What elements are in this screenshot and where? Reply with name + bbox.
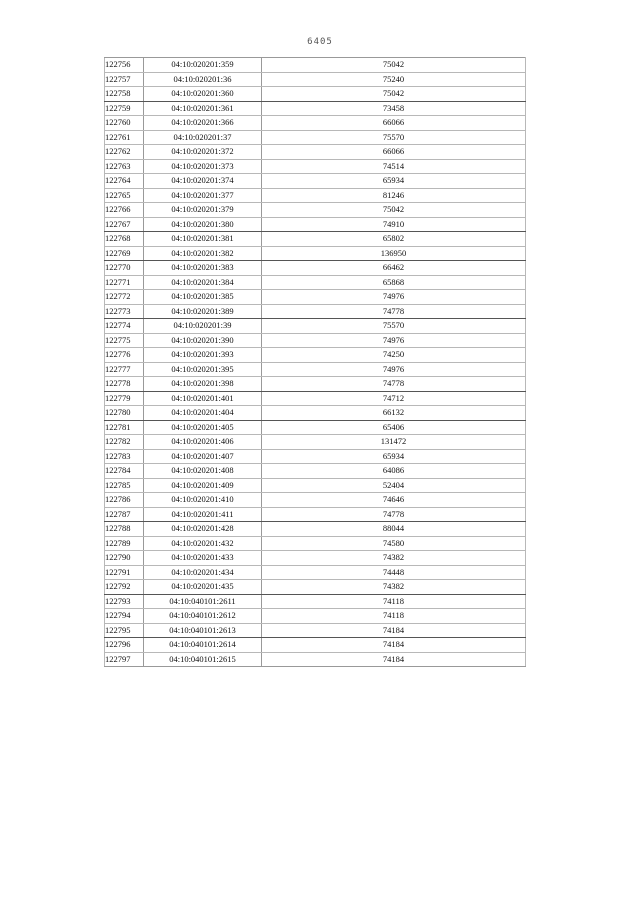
row-id-cell: 122771 — [105, 275, 144, 290]
value-cell: 74118 — [262, 609, 526, 624]
row-id-cell: 122786 — [105, 493, 144, 508]
row-id-cell: 122763 — [105, 159, 144, 174]
table-body — [105, 58, 526, 667]
cadastral-number-cell: 04:10:020201:382 — [144, 246, 262, 261]
cadastral-number-cell: 04:10:020201:381 — [144, 232, 262, 247]
cadastral-number-cell: 04:10:020201:389 — [144, 304, 262, 319]
cadastral-number-cell: 04:10:020201:434 — [144, 565, 262, 580]
row-id-cell: 122776 — [105, 348, 144, 363]
cadastral-number-cell: 04:10:020201:37 — [144, 130, 262, 145]
value-cell: 88044 — [262, 522, 526, 537]
value-cell: 66132 — [262, 406, 526, 421]
row-id-cell: 122770 — [105, 261, 144, 276]
table-row — [105, 362, 526, 377]
value-cell: 52404 — [262, 478, 526, 493]
value-cell: 131472 — [262, 435, 526, 450]
cadastral-number-cell: 04:10:020201:360 — [144, 87, 262, 102]
value-cell: 74778 — [262, 377, 526, 392]
cadastral-number-cell: 04:10:020201:390 — [144, 333, 262, 348]
table-row — [105, 261, 526, 276]
value-cell: 74778 — [262, 304, 526, 319]
table-row — [105, 464, 526, 479]
cadastral-number-cell: 04:10:020201:373 — [144, 159, 262, 174]
row-id-cell: 122780 — [105, 406, 144, 421]
value-cell: 65934 — [262, 174, 526, 189]
value-cell: 74184 — [262, 652, 526, 667]
table-row — [105, 217, 526, 232]
value-cell: 74646 — [262, 493, 526, 508]
row-id-cell: 122797 — [105, 652, 144, 667]
table-row — [105, 87, 526, 102]
table-row — [105, 319, 526, 334]
cadastral-number-cell: 04:10:020201:401 — [144, 391, 262, 406]
cadastral-number-cell: 04:10:020201:36 — [144, 72, 262, 87]
row-id-cell: 122757 — [105, 72, 144, 87]
row-id-cell: 122795 — [105, 623, 144, 638]
table-row — [105, 536, 526, 551]
value-cell: 75570 — [262, 130, 526, 145]
row-id-cell: 122765 — [105, 188, 144, 203]
row-id-cell: 122791 — [105, 565, 144, 580]
row-id-cell: 122789 — [105, 536, 144, 551]
value-cell: 136950 — [262, 246, 526, 261]
table-row — [105, 203, 526, 218]
row-id-cell: 122785 — [105, 478, 144, 493]
table-row — [105, 72, 526, 87]
row-id-cell: 122783 — [105, 449, 144, 464]
value-cell: 66462 — [262, 261, 526, 276]
cadastral-number-cell: 04:10:020201:377 — [144, 188, 262, 203]
cadastral-number-cell: 04:10:020201:383 — [144, 261, 262, 276]
row-id-cell: 122775 — [105, 333, 144, 348]
row-id-cell: 122768 — [105, 232, 144, 247]
value-cell: 74250 — [262, 348, 526, 363]
value-cell: 75570 — [262, 319, 526, 334]
table-row — [105, 565, 526, 580]
cadastral-number-cell: 04:10:020201:366 — [144, 116, 262, 131]
table-row — [105, 609, 526, 624]
row-id-cell: 122764 — [105, 174, 144, 189]
table-row — [105, 551, 526, 566]
table-row — [105, 435, 526, 450]
value-cell: 65406 — [262, 420, 526, 435]
table-row — [105, 406, 526, 421]
value-cell: 74976 — [262, 290, 526, 305]
row-id-cell: 122767 — [105, 217, 144, 232]
cadastral-number-cell: 04:10:020201:410 — [144, 493, 262, 508]
value-cell: 74382 — [262, 580, 526, 595]
row-id-cell: 122760 — [105, 116, 144, 131]
table-row — [105, 449, 526, 464]
table-row — [105, 188, 526, 203]
row-id-cell: 122781 — [105, 420, 144, 435]
value-cell: 81246 — [262, 188, 526, 203]
table-row — [105, 377, 526, 392]
page-number: 6405 — [307, 37, 333, 47]
value-cell: 74580 — [262, 536, 526, 551]
cadastral-number-cell: 04:10:020201:385 — [144, 290, 262, 305]
value-cell: 74382 — [262, 551, 526, 566]
table-row — [105, 290, 526, 305]
value-cell: 65934 — [262, 449, 526, 464]
cadastral-number-cell: 04:10:020201:361 — [144, 101, 262, 116]
cadastral-number-cell: 04:10:020201:435 — [144, 580, 262, 595]
table-row — [105, 580, 526, 595]
cadastral-number-cell: 04:10:020201:408 — [144, 464, 262, 479]
row-id-cell: 122766 — [105, 203, 144, 218]
row-id-cell: 122779 — [105, 391, 144, 406]
table-row — [105, 232, 526, 247]
cadastral-number-cell: 04:10:040101:2613 — [144, 623, 262, 638]
cadastral-number-cell: 04:10:020201:407 — [144, 449, 262, 464]
cadastral-number-cell: 04:10:020201:39 — [144, 319, 262, 334]
cadastral-number-cell: 04:10:020201:384 — [144, 275, 262, 290]
table-row — [105, 116, 526, 131]
row-id-cell: 122784 — [105, 464, 144, 479]
table-row — [105, 493, 526, 508]
row-id-cell: 122761 — [105, 130, 144, 145]
value-cell: 75042 — [262, 203, 526, 218]
row-id-cell: 122773 — [105, 304, 144, 319]
value-cell: 75240 — [262, 72, 526, 87]
cadastral-number-cell: 04:10:020201:393 — [144, 348, 262, 363]
table-row — [105, 652, 526, 667]
row-id-cell: 122778 — [105, 377, 144, 392]
value-cell: 73458 — [262, 101, 526, 116]
table-row — [105, 420, 526, 435]
row-id-cell: 122787 — [105, 507, 144, 522]
cadastral-number-cell: 04:10:040101:2615 — [144, 652, 262, 667]
value-cell: 74910 — [262, 217, 526, 232]
row-id-cell: 122793 — [105, 594, 144, 609]
cadastral-number-cell: 04:10:040101:2614 — [144, 638, 262, 653]
value-cell: 65868 — [262, 275, 526, 290]
value-cell: 64086 — [262, 464, 526, 479]
row-id-cell: 122790 — [105, 551, 144, 566]
table-row — [105, 333, 526, 348]
row-id-cell: 122794 — [105, 609, 144, 624]
row-id-cell: 122774 — [105, 319, 144, 334]
row-id-cell: 122769 — [105, 246, 144, 261]
value-cell: 74514 — [262, 159, 526, 174]
row-id-cell: 122788 — [105, 522, 144, 537]
table-row — [105, 304, 526, 319]
cadastral-number-cell: 04:10:020201:395 — [144, 362, 262, 377]
value-cell: 74976 — [262, 333, 526, 348]
table-row — [105, 594, 526, 609]
cadastral-number-cell: 04:10:020201:405 — [144, 420, 262, 435]
table-row — [105, 478, 526, 493]
cadastral-number-cell: 04:10:020201:411 — [144, 507, 262, 522]
cadastral-number-cell: 04:10:020201:379 — [144, 203, 262, 218]
row-id-cell: 122796 — [105, 638, 144, 653]
value-cell: 75042 — [262, 87, 526, 102]
cadastral-number-cell: 04:10:020201:404 — [144, 406, 262, 421]
row-id-cell: 122792 — [105, 580, 144, 595]
table-row — [105, 145, 526, 160]
table-row — [105, 275, 526, 290]
value-cell: 74448 — [262, 565, 526, 580]
cadastral-number-cell: 04:10:020201:406 — [144, 435, 262, 450]
row-id-cell: 122758 — [105, 87, 144, 102]
cadastral-number-cell: 04:10:020201:409 — [144, 478, 262, 493]
table-row — [105, 101, 526, 116]
row-id-cell: 122777 — [105, 362, 144, 377]
cadastral-number-cell: 04:10:020201:398 — [144, 377, 262, 392]
table-row — [105, 638, 526, 653]
table-row — [105, 246, 526, 261]
row-id-cell: 122782 — [105, 435, 144, 450]
table-row — [105, 391, 526, 406]
cadastral-number-cell: 04:10:020201:374 — [144, 174, 262, 189]
table-row — [105, 174, 526, 189]
value-cell: 74184 — [262, 638, 526, 653]
table-row — [105, 348, 526, 363]
row-id-cell: 122772 — [105, 290, 144, 305]
value-cell: 65802 — [262, 232, 526, 247]
value-cell: 66066 — [262, 116, 526, 131]
row-id-cell: 122756 — [105, 58, 144, 73]
table-row — [105, 623, 526, 638]
value-cell: 66066 — [262, 145, 526, 160]
table-row — [105, 507, 526, 522]
cadastral-number-cell: 04:10:020201:372 — [144, 145, 262, 160]
cadastral-number-cell: 04:10:020201:359 — [144, 58, 262, 73]
value-cell: 74778 — [262, 507, 526, 522]
table-row — [105, 130, 526, 145]
cadastral-value-table — [104, 57, 526, 667]
cadastral-number-cell: 04:10:020201:380 — [144, 217, 262, 232]
table-row — [105, 58, 526, 73]
cadastral-number-cell: 04:10:020201:428 — [144, 522, 262, 537]
row-id-cell: 122762 — [105, 145, 144, 160]
table-row — [105, 159, 526, 174]
value-cell: 74712 — [262, 391, 526, 406]
cadastral-number-cell: 04:10:040101:2611 — [144, 594, 262, 609]
table-row — [105, 522, 526, 537]
cadastral-number-cell: 04:10:020201:433 — [144, 551, 262, 566]
cadastral-number-cell: 04:10:040101:2612 — [144, 609, 262, 624]
value-cell: 74118 — [262, 594, 526, 609]
value-cell: 74976 — [262, 362, 526, 377]
value-cell: 74184 — [262, 623, 526, 638]
row-id-cell: 122759 — [105, 101, 144, 116]
cadastral-number-cell: 04:10:020201:432 — [144, 536, 262, 551]
value-cell: 75042 — [262, 58, 526, 73]
